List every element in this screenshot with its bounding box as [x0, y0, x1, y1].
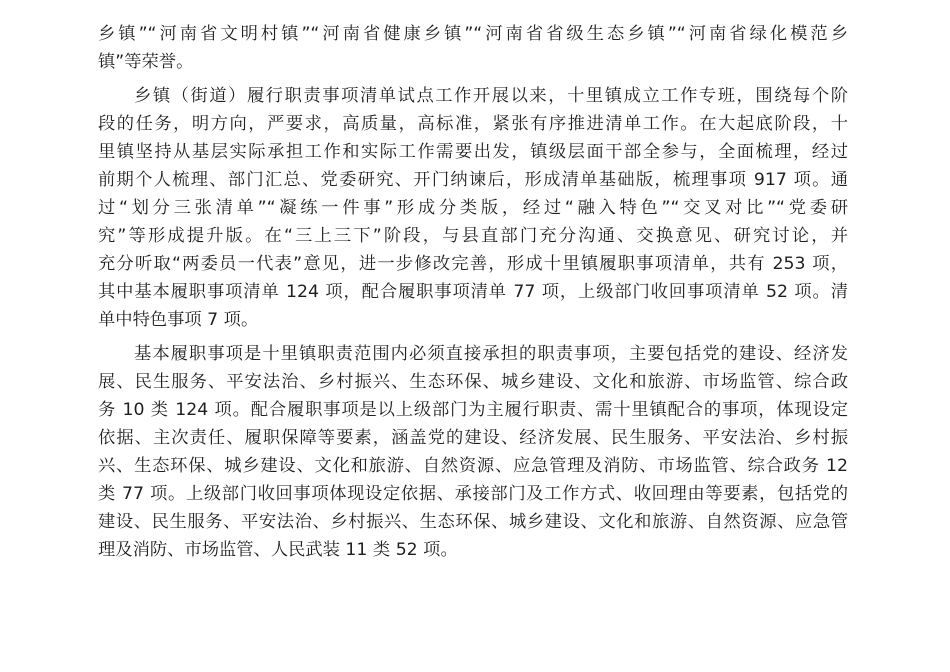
- text-line: 充分听取“两委员一代表”意见，进一步修改完善，形成十里镇履职事项清单，共有 253 项，: [98, 254, 848, 274]
- text-line: 务 10 类 124 项。配合履职事项是以上级部门为主履行职责、需十里镇配合的事项，体现设定: [98, 400, 848, 420]
- text-line: 展、民生服务、平安法治、乡村振兴、生态环保、城乡建设、文化和旅游、市场监管、综合政: [98, 372, 848, 392]
- text-line: 究”等形成提升版。在“三上三下”阶段，与县直部门充分沟通、交换意见、研究讨论，并: [98, 226, 848, 246]
- paragraph-pilot-work: [98, 82, 848, 334]
- text-line: 依据、主次责任、履职保障等要素，涵盖党的建设、经济发展、民生服务、平安法治、乡村振: [98, 428, 848, 448]
- text-line: 镇”等荣誉。: [98, 52, 194, 72]
- text-line: 兴、生态环保、城乡建设、文化和旅游、自然资源、应急管理及消防、市场监管、综合政务 12: [98, 456, 848, 476]
- text-line: 前期个人梳理、部门汇总、党委研究、开门纳谏后，形成清单基础版，梳理事项 917 项。通: [98, 170, 848, 190]
- text-line: 理及消防、市场监管、人民武装 11 类 52 项。: [98, 540, 458, 560]
- text-line: 乡镇”“河南省文明村镇”“河南省健康乡镇”“河南省省级生态乡镇”“河南省绿化模范乡: [98, 24, 848, 44]
- text-line: 基本履职事项是十里镇职责范围内必须直接承担的职责事项，主要包括党的建设、经济发: [134, 344, 848, 364]
- paragraph-duty-items: [98, 340, 848, 564]
- text-line: 过“划分三张清单”“凝练一件事”形成分类版，经过“融入特色”“交叉对比”“党委研: [98, 198, 848, 218]
- text-line: 乡镇（街道）履行职责事项清单试点工作开展以来，十里镇成立工作专班，围绕每个阶: [134, 86, 848, 106]
- paragraph-honors: [98, 20, 848, 76]
- document-page: [98, 20, 848, 564]
- text-line: 里镇坚持从基层实际承担工作和实际工作需要出发，镇级层面干部全参与，全面梳理，经过: [98, 142, 848, 162]
- text-line: 其中基本履职事项清单 124 项，配合履职事项清单 77 项，上级部门收回事项清单 52 项。清: [98, 282, 848, 302]
- text-line: 建设、民生服务、平安法治、乡村振兴、生态环保、城乡建设、文化和旅游、自然资源、应急管: [98, 512, 848, 532]
- text-line: 段的任务，明方向，严要求，高质量，高标准，紧张有序推进清单工作。在大起底阶段，十: [98, 114, 848, 134]
- text-line: 类 77 项。上级部门收回事项体现设定依据、承接部门及工作方式、收回理由等要素，包括党的: [98, 484, 848, 504]
- text-line: 单中特色事项 7 项。: [98, 310, 259, 330]
